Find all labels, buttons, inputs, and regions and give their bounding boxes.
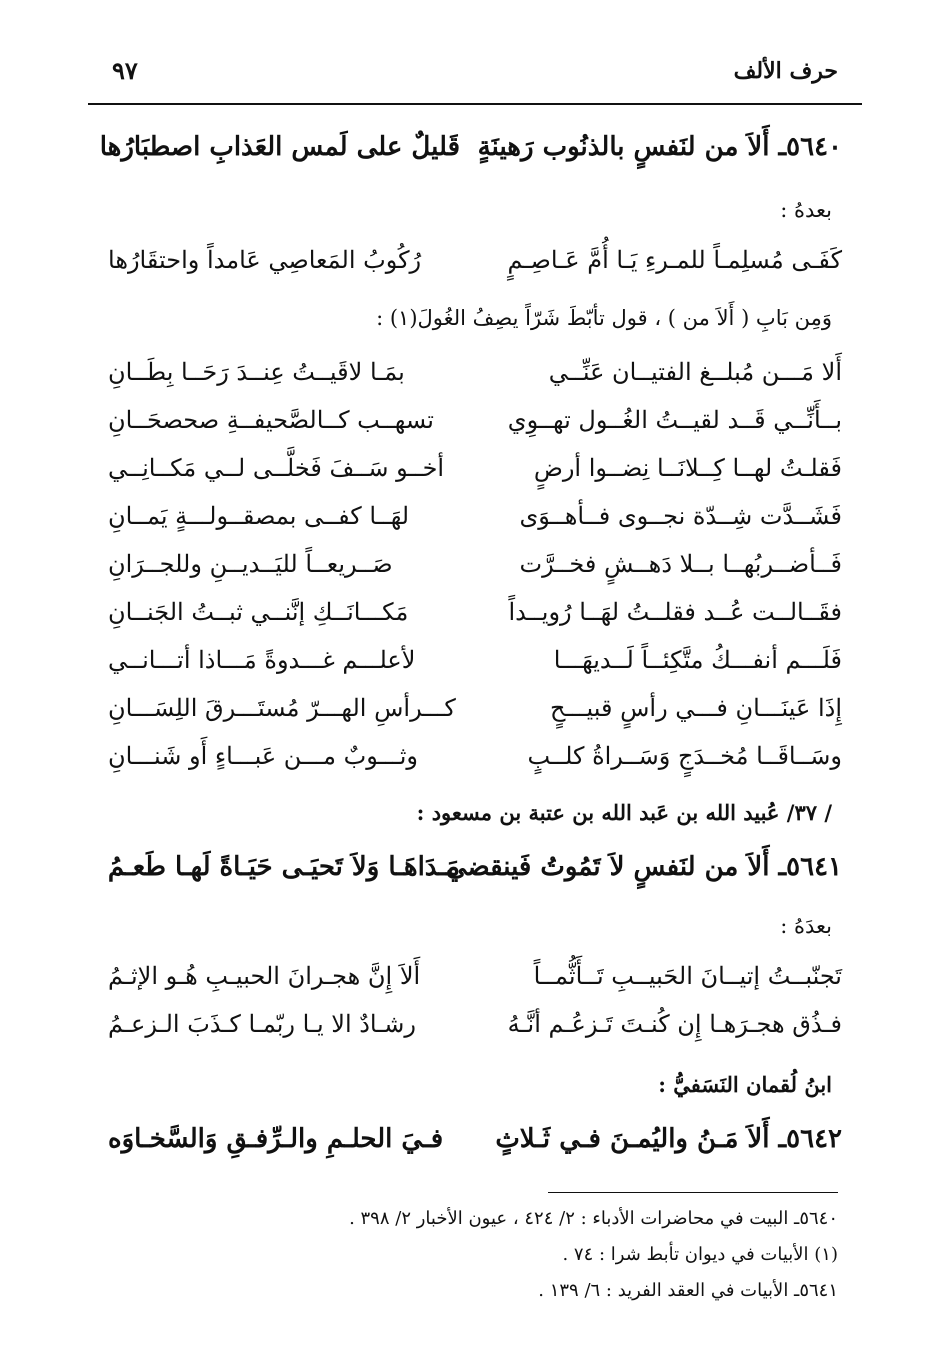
hemistich-first: ٥٦٤١ـ أَلاَ من لنَفسٍ لاَ تَمُوتُ فَينقضي xyxy=(445,852,842,882)
hemistich-first: بــأَنِّــي قَــد لقيــتُ الغُــول تهــوِي xyxy=(507,406,842,434)
hemistich-second: أَلاَ إِنَّ هجـرانَ الحبيـبِ هُـو الإثـمُ xyxy=(108,962,421,990)
verse-line xyxy=(108,1010,842,1054)
footnote: ٥٦٤٠ـ البيت في محاضرات الأدباء : ٢/ ٤٢٤ ، عيون الأخبار ٢/ ٣٩٨ . xyxy=(349,1208,838,1229)
hemistich-first: فَــأضــربُهــا بــلا دَهــشٍ فخــرَّت xyxy=(519,550,842,578)
hemistich-first: أَلا مَـــن مُبلــغ الفتيــان عَنِّــي xyxy=(548,358,842,386)
verse-line xyxy=(108,502,842,546)
footnote-divider xyxy=(548,1192,838,1193)
hemistich-second: لهَــا كفــى بمصقــولـــةٍ يَمــانِ xyxy=(108,502,410,530)
verse-line xyxy=(108,694,842,738)
footnote: (١) الأبيات في ديوان تأبط شرا : ٧٤ . xyxy=(562,1244,838,1265)
hemistich-first: ٥٦٤٠ـ أَلاَ من لنَفسٍ بالذنُوب رَهينَةٍ xyxy=(477,132,842,162)
hemistich-first: إِذَا عَينَـــانِ فـــي رأسٍ قبيـــحٍ xyxy=(549,694,842,722)
page-number: ٩٧ xyxy=(112,56,138,85)
after-label: بعدَهُ : xyxy=(780,914,832,938)
hemistich-first: وسَــاقَــا مُخــدَجٍ وَسَــراةُ كلــبٍ xyxy=(527,742,842,770)
hemistich-second: صَــريعــاً لليَــديــنِ وللجــرَانِ xyxy=(108,550,393,578)
verse-line xyxy=(108,246,842,290)
verse-line xyxy=(108,454,842,498)
hemistich-first: فَلَـــم أنفـــكُ متَّكِئــاً لَــديهَـــا xyxy=(553,646,842,674)
hemistich-first: تَجنّبــتُ إتيــانَ الحَبيــبِ تَــأَثُّمــاً xyxy=(533,962,842,990)
hemistich-second: أخــو سَــفَ فَخلَّــى لــي مَكــانِــي xyxy=(108,454,445,482)
hemistich-first: فَقلـتُ لهــا كِــلانَــا نِضــوا أرضٍ xyxy=(533,454,842,482)
verse-line xyxy=(108,598,842,642)
hemistich-second: تسهــب كــالصَّحيفــةِ صحصحَــانِ xyxy=(108,406,434,434)
header-divider xyxy=(88,103,862,105)
hemistich-second: كـــرأسِ الهـــرّ مُستَـــرقَ اللِسَـــانِ xyxy=(108,694,456,722)
hemistich-first: فَشَــدَّت شِــدّة نجــوى فــأهــوَى xyxy=(519,502,842,530)
hemistich-first: فقَــالــت عُــد فقلــتُ لهَــا رُويــداً xyxy=(508,598,842,626)
hemistich-first: ٥٦٤٢ـ أَلاَ مَـنُ واليُمـنَ فـي ثَـلاثٍ xyxy=(495,1124,842,1154)
hemistich-second: لأعلـــم غـــدوةً مَـــاذا أتـــانــي xyxy=(108,646,416,674)
hemistich-second: مَكـــانَــكِ إنَّنــي ثبــتُ الجَنــانِ xyxy=(108,598,409,626)
verse-line xyxy=(108,358,842,402)
verse-line xyxy=(108,406,842,450)
entry-5641 xyxy=(108,852,842,896)
verse-line xyxy=(108,646,842,690)
footnote: ٥٦٤١ـ الأبيات في العقد الفريد : ٦/ ١٣٩ . xyxy=(538,1280,838,1301)
hemistich-second: فـيَ الحلـمِ والـرِّفـقِ وَالسَّخـاوَه xyxy=(108,1124,444,1154)
verse-line xyxy=(108,550,842,594)
poet-name: / ٣٧/ عُبيد الله بن عَبد الله بن عتبة بن مسعود : xyxy=(416,800,832,825)
hemistich-second: قَليلٌ على لَمس العَذابِ اصطبَارُها xyxy=(99,132,460,162)
after-label: بعدهُ : xyxy=(780,198,832,222)
chapter-title: حرف الألف xyxy=(733,58,838,84)
hemistich-first: كَفَـى مُسلِمـاً للمـرءِ يَـا أُمَّ عَـاصِـمٍ xyxy=(507,246,842,274)
hemistich-second: مَـدَاهَـا وَلاَ تَحيَـى حَيَـاةً لَهـا طَعـمُ xyxy=(107,852,460,882)
hemistich-second: رُكُوبُ المَعاصِي عَامداً واحتقَارُها xyxy=(108,246,422,274)
verse-line xyxy=(108,742,842,786)
entry-5640 xyxy=(99,132,842,176)
hemistich-second: رشـادٌ الا يـا ربّمـا كـذَبَ الـزعـمُ xyxy=(108,1010,416,1038)
entry-5642 xyxy=(108,1124,842,1168)
hemistich-first: فـذُق هجـرَهـا إِن كُنـتَ تَـزعُـم أنَّـهُ xyxy=(507,1010,842,1038)
verse-line xyxy=(108,962,842,1006)
hemistich-second: وثـــوبٌ مـــن عَبـــاءٍ أَو شَنـــانِ xyxy=(108,742,418,770)
poet-name: ابنُ لُقمان النَسَفيُّ : xyxy=(658,1072,832,1097)
hemistich-second: بمَـا لاقَيــتُ عِنــدَ رَحَــا بِطَــانِ xyxy=(108,358,405,386)
intro-text: وَمِن بَابِ ( أَلاَ من ) ، قول تأبّطَ شَرّاً يصِفُ الغُولَ(١) : xyxy=(376,306,832,330)
